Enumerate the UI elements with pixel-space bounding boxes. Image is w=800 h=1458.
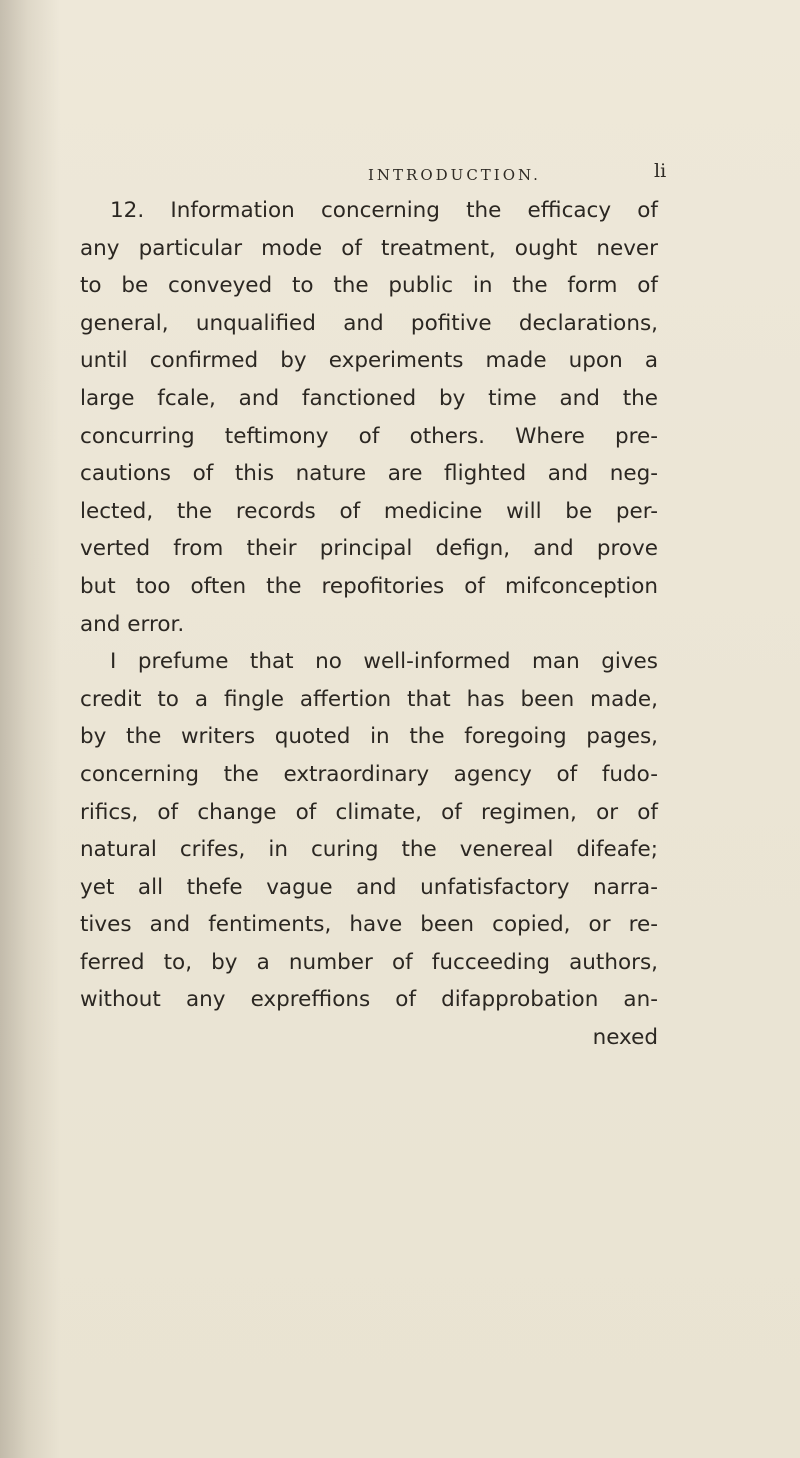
- text-line: to be conveyed to the public in the form of: [80, 273, 658, 299]
- page-header: [0, 160, 800, 190]
- text-line: credit to a fingle affertion that has been made,: [80, 686, 658, 712]
- paragraph-2: [80, 643, 658, 1019]
- page-number: li: [654, 160, 667, 182]
- paragraph-1: [80, 192, 658, 643]
- text-line: without any expreffions of difapprobation an-: [80, 987, 658, 1013]
- text-line: but too often the repofitories of mifconception: [80, 573, 658, 599]
- text-line: yet all thefe vague and unfatisfactory narra-: [80, 874, 658, 900]
- text-line: any particular mode of treatment, ought never: [80, 235, 658, 261]
- text-line: natural crifes, in curing the venereal difeafe;: [80, 837, 658, 863]
- text-line: and error.: [80, 611, 185, 637]
- text-line: until confirmed by experiments made upon a: [80, 348, 658, 374]
- text-line: large fcale, and fanctioned by time and the: [80, 385, 658, 411]
- text-line: lected, the records of medicine will be per-: [80, 498, 658, 524]
- catchword: nexed: [592, 1025, 658, 1051]
- body-text: [80, 192, 658, 1057]
- text-line: I prefume that no well-informed man gives: [110, 649, 658, 675]
- text-line: rifics, of change of climate, of regimen, or of: [80, 799, 658, 825]
- text-line: concerning the extraordinary agency of fudo-: [80, 761, 658, 787]
- text-line: verted from their principal defign, and prove: [80, 536, 658, 562]
- text-line: general, unqualified and pofitive declarations,: [80, 310, 658, 336]
- text-line: ferred to, by a number of fucceeding authors,: [80, 949, 658, 975]
- text-line: tives and fentiments, have been copied, or re-: [80, 912, 658, 938]
- text-line: concurring teftimony of others. Where pre-: [80, 423, 658, 449]
- text-line: by the writers quoted in the foregoing pages,: [80, 724, 658, 750]
- running-head: INTRODUCTION.: [368, 166, 541, 184]
- text-line: cautions of this nature are flighted and neg-: [80, 461, 658, 487]
- text-line: 12. Information concerning the efficacy of: [110, 198, 658, 223]
